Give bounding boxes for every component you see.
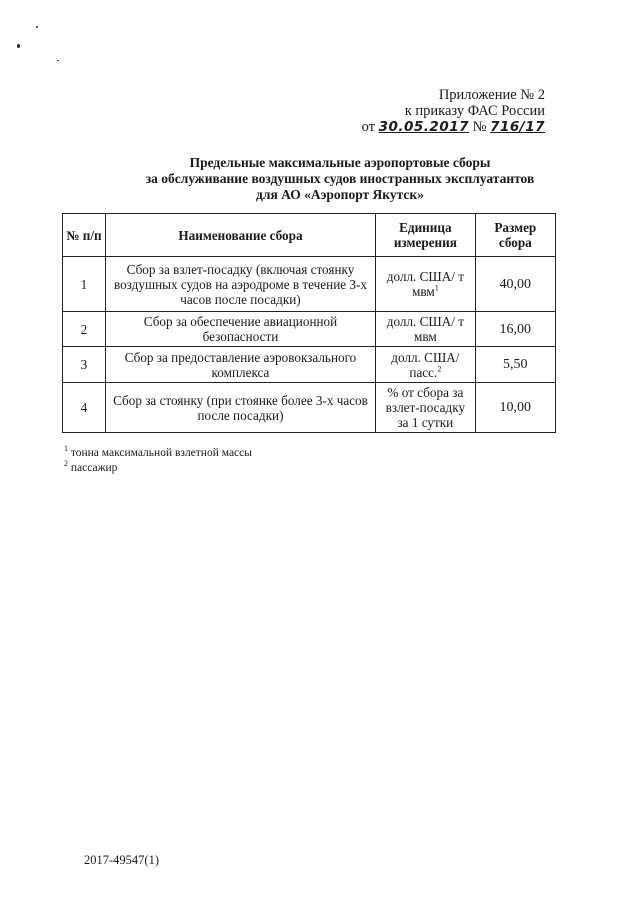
fee-name: Сбор за стоянку (при стоянке более 3-х часов после посадки) bbox=[105, 383, 375, 433]
title-line: Предельные максимальные аэропортовые сборы bbox=[189, 155, 491, 170]
handwritten-number: 716/17 bbox=[490, 119, 545, 135]
column-header-unit: Единица измерения bbox=[376, 214, 475, 257]
table-row bbox=[63, 257, 556, 312]
title-line: за обслуживание воздушных судов иностранных эксплуатантов bbox=[145, 171, 535, 186]
attachment-header bbox=[362, 87, 545, 135]
footnote: $^1$ тонна максимальной взлетной массы bbox=[64, 444, 252, 459]
column-header-name: Наименование сбора bbox=[105, 214, 375, 257]
fee-unit: долл. США/ т мвм$^1$ bbox=[376, 257, 475, 312]
table-row bbox=[63, 347, 556, 383]
table-header-row bbox=[63, 214, 556, 257]
fee-rate: 40,00 bbox=[475, 257, 555, 312]
footnotes bbox=[64, 446, 252, 476]
row-number: 4 bbox=[63, 383, 106, 433]
fee-rate: 16,00 bbox=[475, 312, 555, 347]
attachment-label: Приложение № 2 bbox=[438, 87, 545, 103]
row-number: 3 bbox=[63, 347, 106, 383]
table-row bbox=[63, 383, 556, 433]
document-registration-number: 2017-49547(1) bbox=[84, 853, 159, 867]
document-title bbox=[60, 155, 620, 203]
fee-unit: долл. США/ т мвм bbox=[376, 312, 475, 347]
fee-name: Сбор за обеспечение авиационной безопасности bbox=[105, 312, 375, 347]
footnote: $^2$ пассажир bbox=[64, 459, 118, 474]
fees-table bbox=[62, 213, 556, 433]
table-row bbox=[63, 312, 556, 347]
scan-speck bbox=[57, 60, 59, 61]
column-header-rate: Размер сбора bbox=[475, 214, 555, 257]
order-date-line bbox=[362, 119, 545, 135]
row-number: 2 bbox=[63, 312, 106, 347]
number-prefix: № bbox=[472, 119, 487, 135]
row-number: 1 bbox=[63, 257, 106, 312]
scan-speck bbox=[36, 26, 38, 28]
scan-speck bbox=[17, 44, 20, 48]
fee-name: Сбор за предоставление аэровокзального комплекса bbox=[105, 347, 375, 383]
fee-rate: 5,50 bbox=[475, 347, 555, 383]
fee-rate: 10,00 bbox=[475, 383, 555, 433]
fee-name: Сбор за взлет-посадку (включая стоянку воздушных судов на аэродроме в течение 3-х часов после посадки) bbox=[105, 257, 375, 312]
order-reference: к приказу ФАС России bbox=[404, 103, 545, 119]
date-prefix: от bbox=[361, 119, 375, 135]
fee-unit: долл. США/ пасс.$^2$ bbox=[376, 347, 475, 383]
title-line: для АО «Аэропорт Якутск» bbox=[256, 187, 424, 202]
column-header-number: № п/п bbox=[63, 214, 106, 257]
handwritten-date: 30.05.2017 bbox=[378, 119, 469, 135]
fee-unit: % от сбора за взлет-посадку за 1 сутки bbox=[376, 383, 475, 433]
